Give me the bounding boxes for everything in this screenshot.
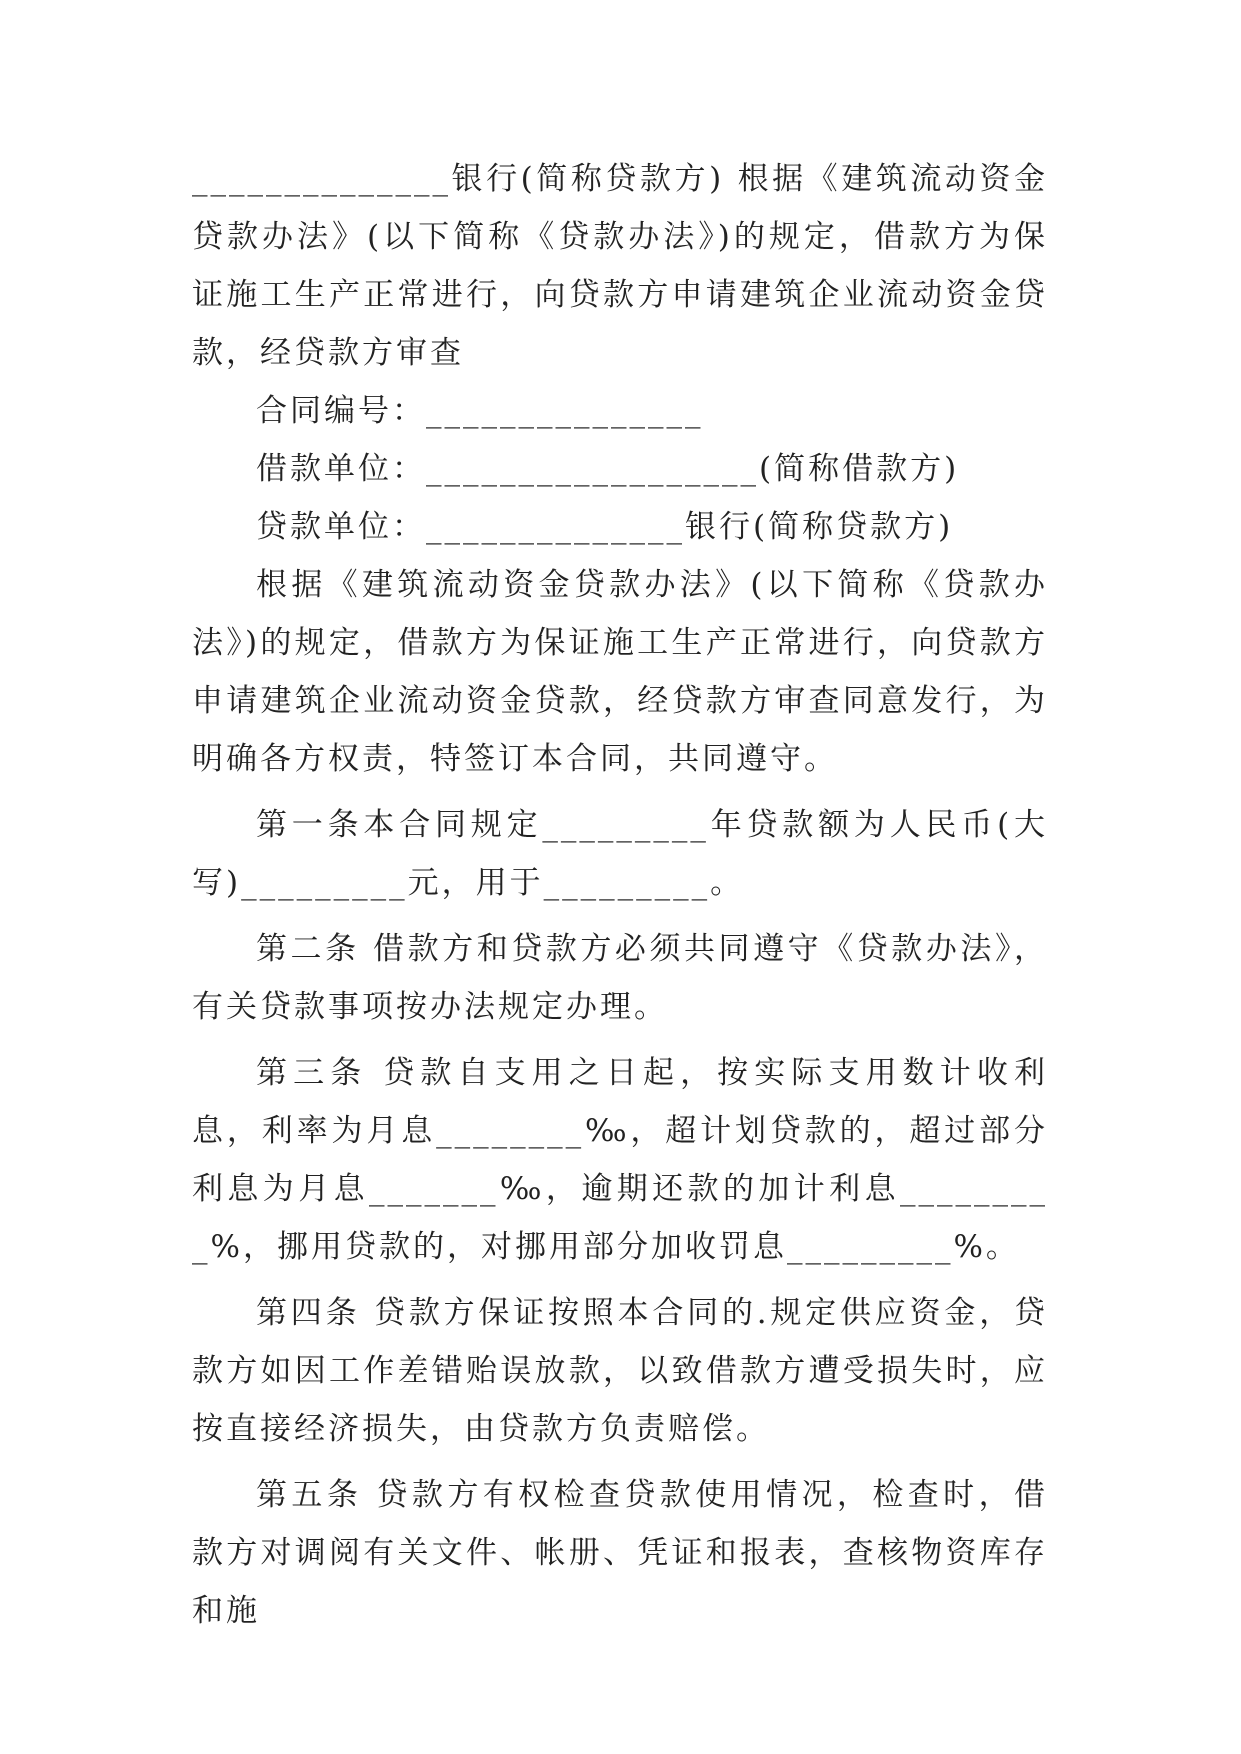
article-3: 第三条 贷款自支用之日起，按实际支用数计收利息，利率为月息________‰，超计划贷款的，超过部分利息为月息_______‰，逾期还款的加计利息_________%，挪用贷款的，对挪用部分加收罚息_________%。 xyxy=(192,1055,1048,1265)
article-1: 第一条本合同规定_________年贷款额为人民币(大写)_________元，用于_________。 xyxy=(192,807,1048,901)
preamble-paragraph: 根据《建筑流动资金贷款办法》(以下简称《贷款办法》)的规定，借款方为保证施工生产正常进行，向贷款方申请建筑企业流动资金贷款，经贷款方审查同意发行，为明确各方权责，特签订本合同，共同遵守。 xyxy=(192,567,1048,777)
borrower-line: 借款单位：__________________(简称借款方) xyxy=(256,451,960,487)
article-4: 第四条 贷款方保证按照本合同的.规定供应资金，贷款方如因工作差错贻误放款，以致借款方遭受损失时，应按直接经济损失，由贷款方负责赔偿。 xyxy=(192,1295,1048,1447)
lender-line: 贷款单位：______________银行(简称贷款方) xyxy=(256,509,954,545)
article-5: 第五条 贷款方有权检查贷款使用情况，检查时，借款方对调阅有关文件、帐册、凭证和报表，查核物资库存和施 xyxy=(192,1477,1048,1629)
article-2: 第二条 借款方和贷款方必须共同遵守《贷款办法》，有关贷款事项按办法规定办理。 xyxy=(192,931,1048,1025)
intro-paragraph: ______________银行(简称贷款方) 根据《建筑流动资金贷款办法》(以下简称《贷款办法》)的规定，借款方为保证施工生产正常进行，向贷款方申请建筑企业流动资金贷款，经贷款方审查 xyxy=(192,161,1048,371)
document-page xyxy=(192,150,1048,1640)
contract-number-line: 合同编号：_______________ xyxy=(256,393,704,429)
